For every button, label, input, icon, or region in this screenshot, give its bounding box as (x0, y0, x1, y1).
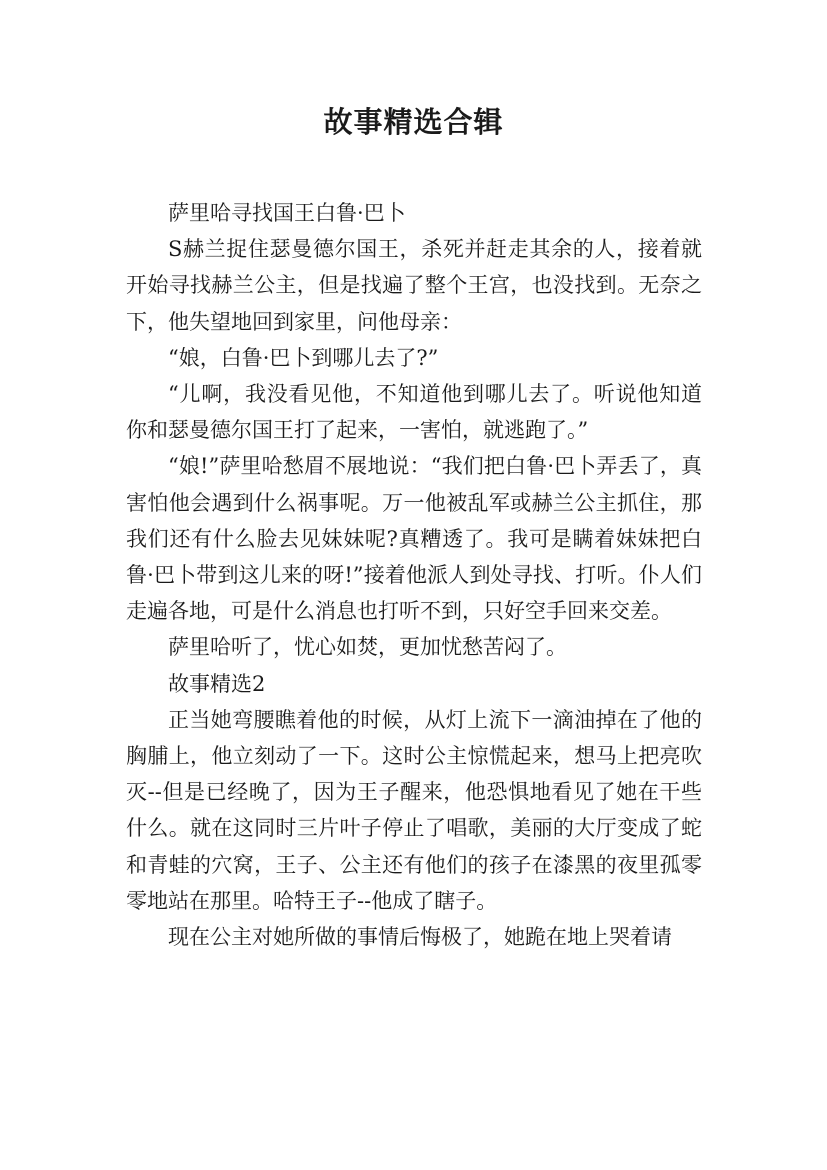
paragraph: 萨里哈听了，忧心如焚，更加忧愁苦闷了。 (168, 635, 567, 660)
paragraph: “娘!”萨里哈愁眉不展地说：“我们把白鲁·巴卜弄丢了，真害怕他会遇到什么祸事呢。万一他被乱军或赫兰公主抓住，那我们还有什么脸去见妹妹呢?真糟透了。我可是瞒着妹妹把白鲁·巴卜带到这儿来的呀!”接着他派人到处寻找、打听。仆人们走遍各地，可是什么消息也打听不到，只好空手回来交差。 (126, 454, 702, 624)
paragraph: “儿啊，我没看见他，不知道他到哪儿去了。听说他知道你和瑟曼德尔国王打了起来，一害怕，就逃跑了。” (126, 382, 702, 443)
section-heading: 故事精选2 (168, 671, 266, 696)
document-body (126, 195, 702, 955)
paragraph: 正当她弯腰瞧着他的时候，从灯上流下一滴油掉在了他的胸脯上，他立刻动了一下。这时公主惊慌起来，想马上把亮吹灭--但是已经晚了，因为王子醒来，他恐惧地看见了她在干些什么。就在这同时三片叶子停止了唱歌，美丽的大厅变成了蛇和青蛙的穴窝，王子、公主还有他们的孩子在漆黑的夜里孤零零地站在那里。哈特王子--他成了瞎子。 (126, 707, 702, 913)
section-heading: 萨里哈寻找国王白鲁·巴卜 (168, 201, 406, 225)
paragraph: S赫兰捉住瑟曼德尔国王，杀死并赶走其余的人，接着就开始寻找赫兰公主，但是找遍了整个王宫，也没找到。无奈之下，他失望地回到家里，问他母亲： (126, 237, 702, 334)
paragraph: 现在公主对她所做的事情后悔极了，她跪在地上哭着请 (168, 925, 672, 950)
document-title: 故事精选合辑 (323, 105, 504, 139)
paragraph: “娘，白鲁·巴卜到哪儿去了?” (168, 345, 439, 370)
